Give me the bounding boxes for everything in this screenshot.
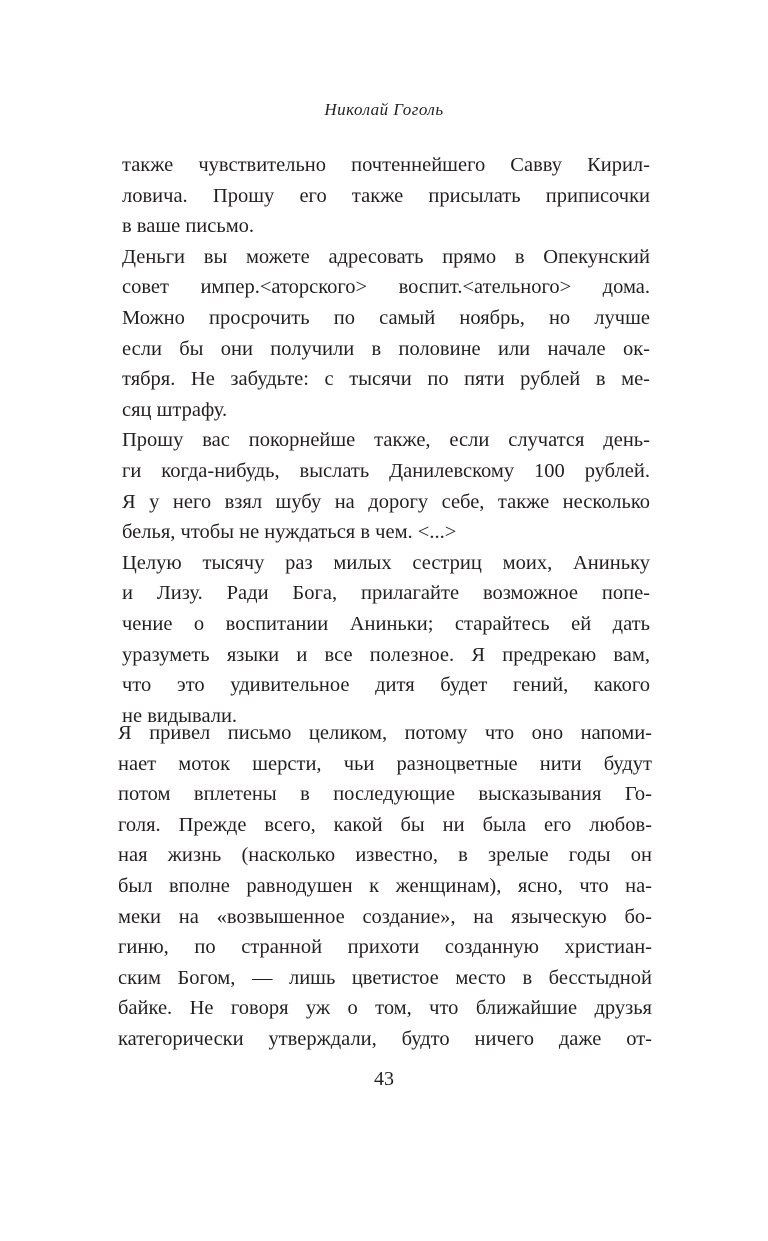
quote-line: белья, чтобы не нуждаться в чем. <...>	[122, 521, 457, 544]
quote-line: сяц штрафу.	[122, 398, 228, 421]
quote-line: что это удивительное дитя будет гений, какого	[122, 674, 650, 697]
quote-line: ловича. Прошу его также присылать приписочки	[122, 184, 650, 207]
quote-line: тября. Не забудьте: с тысячи по пяти рублей в ме-	[122, 368, 650, 391]
quote-line: чение о воспитании Аниньки; старайтесь ей дать	[122, 612, 650, 635]
body-line: меки на «возвышенное создание», на языческую бо-	[118, 905, 652, 928]
running-header: Николай Гоголь	[324, 100, 444, 119]
quote-line: Целую тысячу раз милых сестриц моих, Аниньку	[122, 551, 650, 574]
quote-line: Можно просрочить по самый ноябрь, но лучше	[122, 306, 650, 329]
body-line: Я привел письмо целиком, потому что оно напоми-	[118, 722, 652, 744]
quote-line: Деньги вы можете адресовать прямо в Опекунский	[122, 245, 650, 268]
body-line: категорически утверждали, будто ничего даже от-	[118, 1027, 652, 1050]
body-line: был вполне равнодушен к женщинам), ясно, что на-	[118, 874, 652, 897]
quote-line: Я у него взял шубу на дорогу себе, также несколько	[122, 490, 650, 513]
letter-quote	[122, 150, 650, 731]
body-line: голя. Прежде всего, какой бы ни была его любов-	[118, 813, 652, 836]
quote-line: уразуметь языки и все полезное. Я предрекаю вам,	[122, 643, 650, 666]
quote-line: Прошу вас покорнейше также, если случатся день-	[122, 429, 650, 452]
quote-line: совет импер.<аторского> воспит.<ательного> дома.	[122, 276, 650, 299]
body-line: нает моток шерсти, чьи разноцветные нити будут	[118, 752, 652, 775]
quote-line: если бы они получили в половине или начале ок-	[122, 337, 650, 360]
body-paragraph	[118, 718, 652, 1055]
body-line: байке. Не говоря уж о том, что ближайшие друзья	[118, 997, 652, 1020]
body-line: ная жизнь (насколько известно, в зрелые годы он	[118, 844, 652, 867]
body-line: потом вплетены в последующие высказывания Го-	[118, 783, 652, 806]
page-number: 43	[374, 1068, 394, 1090]
quote-line: и Лизу. Ради Бога, прилагайте возможное попе-	[122, 582, 650, 605]
body-line: гиню, по странной прихоти созданную христиан-	[118, 936, 652, 959]
body-line: ским Богом, — лишь цветистое место в бесстыдной	[118, 966, 652, 989]
quote-line: ги когда-нибудь, выслать Данилевскому 100 рублей.	[122, 459, 650, 482]
quote-line: в ваше письмо.	[122, 215, 255, 238]
quote-line: также чувствительно почтеннейшего Савву Кирил-	[122, 154, 650, 176]
quote-line: не видывали.	[122, 704, 238, 727]
